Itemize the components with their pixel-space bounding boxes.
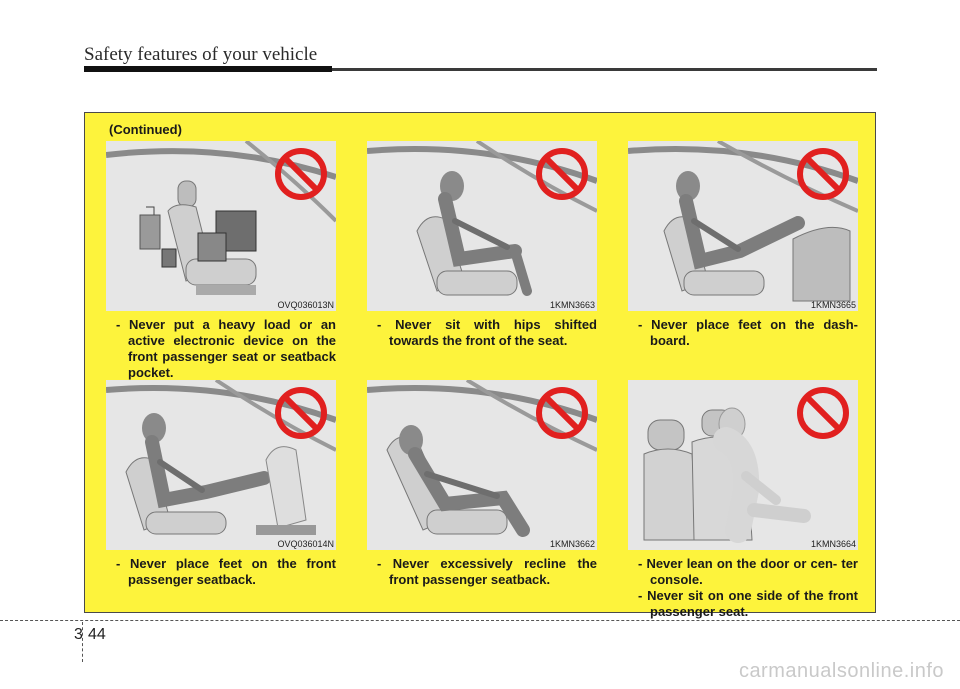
card-heavy-load (106, 141, 336, 381)
illustration-heavy-load (106, 141, 336, 311)
caption-line: - Never put a heavy load or an active electronic device on the front passenger seat or seatback pocket. (116, 317, 336, 380)
caption (628, 556, 858, 620)
illustration-hips-shifted (367, 141, 597, 311)
prohibition-icon (274, 386, 328, 440)
header-rule-accent (84, 66, 332, 72)
caption-line: - Never place feet on the dash- board. (638, 317, 858, 348)
figure-code: 1KMN3662 (549, 539, 595, 549)
page-divider (82, 622, 83, 662)
caption (367, 556, 597, 588)
caption-line: - Never lean on the door or cen- ter console. (638, 556, 858, 587)
caption-line: - Never place feet on the front passenger seatback. (116, 556, 336, 587)
caption (106, 317, 336, 381)
prohibition-icon (535, 147, 589, 201)
page-number: 44 (88, 626, 106, 643)
card-feet-dashboard (628, 141, 858, 349)
page-chapter: 3 (74, 626, 83, 643)
caption (628, 317, 858, 349)
header-title: Safety features of your vehicle (84, 44, 318, 65)
figure-code: OVQ036014N (277, 539, 334, 549)
illustration-feet-dashboard (628, 141, 858, 311)
card-lean-door (628, 380, 858, 620)
figure-code: 1KMN3665 (810, 300, 856, 310)
caption-line: - Never excessively recline the front passenger seatback. (377, 556, 597, 587)
caption-line: - Never sit with hips shifted towards the front of the seat. (377, 317, 597, 348)
watermark: carmanualsonline.info (738, 660, 944, 682)
illustration-feet-seatback (106, 380, 336, 550)
footer-rule (0, 620, 960, 621)
prohibition-icon (535, 386, 589, 440)
card-excessive-recline (367, 380, 597, 588)
warning-panel (84, 112, 876, 619)
caption-line: - Never sit on one side of the front passenger seat. (638, 588, 858, 619)
prohibition-icon (796, 386, 850, 440)
card-hips-shifted (367, 141, 597, 349)
illustration-lean-door (628, 380, 858, 550)
figure-code: 1KMN3663 (549, 300, 595, 310)
prohibition-icon (274, 147, 328, 201)
caption (367, 317, 597, 349)
figure-code: OVQ036013N (277, 300, 334, 310)
prohibition-icon (796, 147, 850, 201)
illustration-excessive-recline (367, 380, 597, 550)
figure-code: 1KMN3664 (810, 539, 856, 549)
card-feet-seatback (106, 380, 336, 588)
caption (106, 556, 336, 588)
continued-label: (Continued) (109, 122, 182, 137)
